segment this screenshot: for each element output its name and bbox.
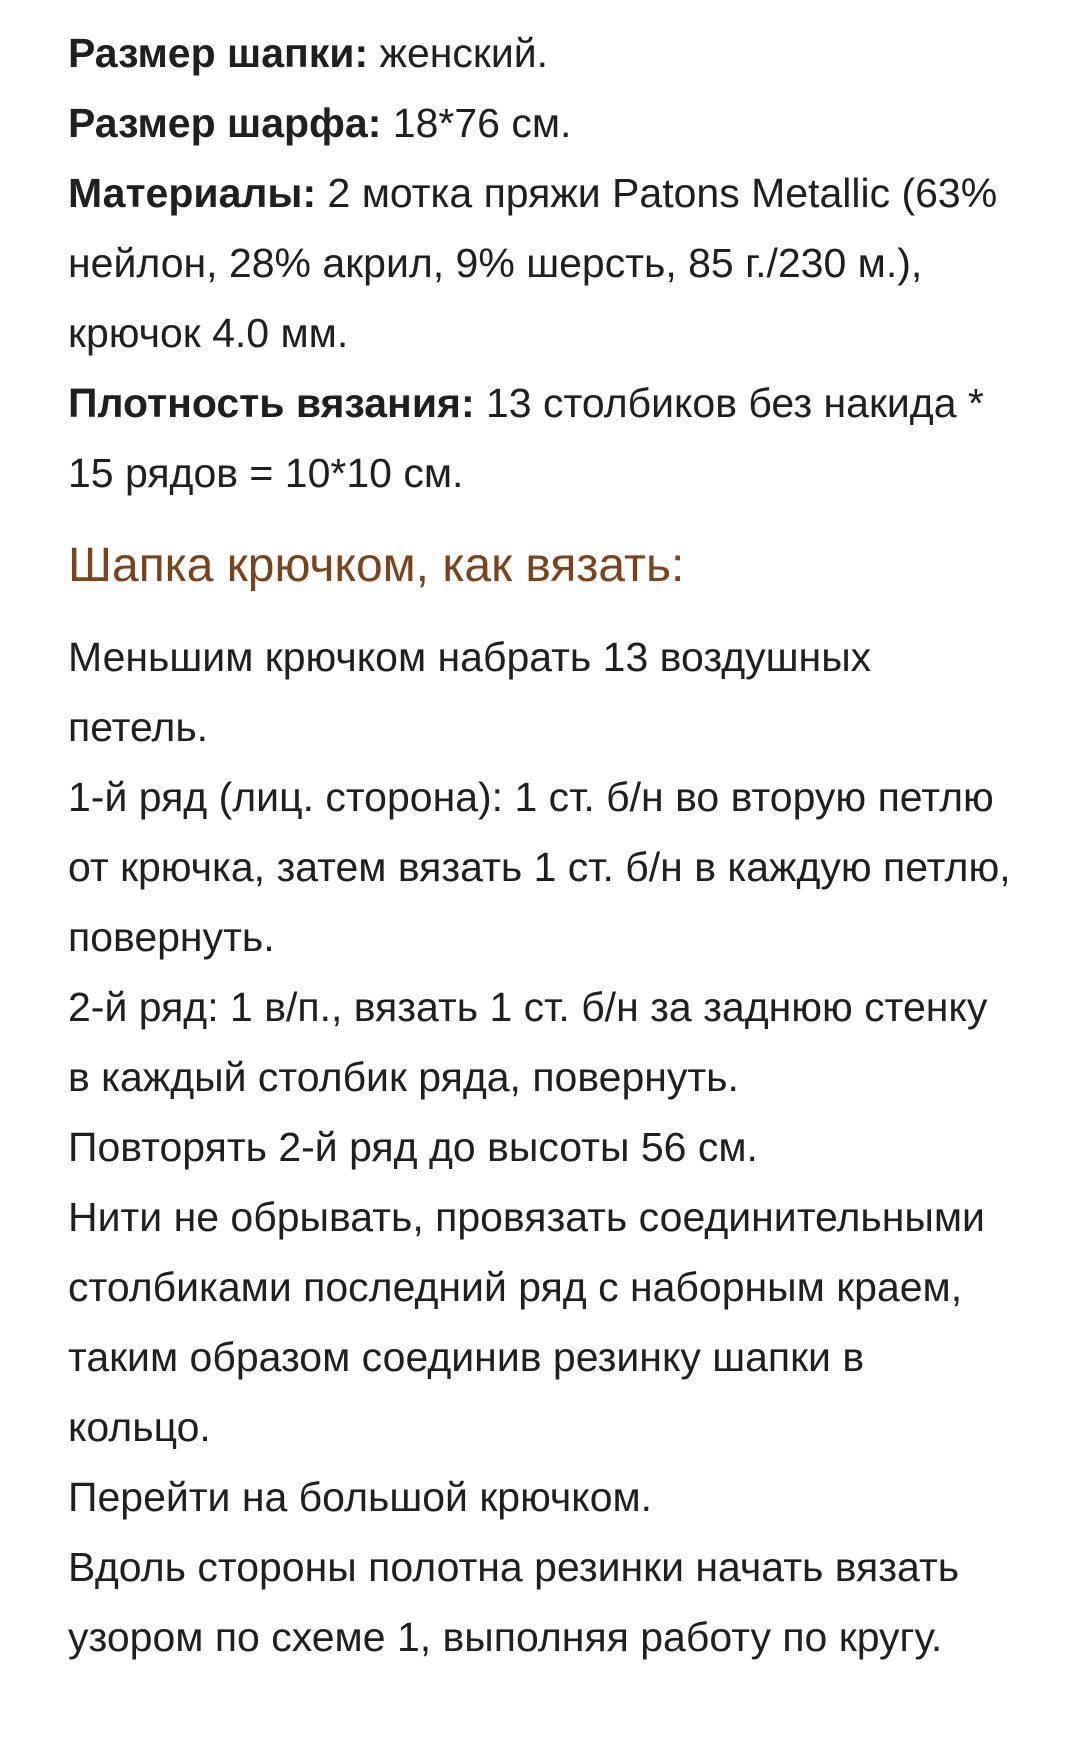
instruction-step: Нити не обрывать, провязать соединительными столбиками последний ряд с наборным краем, таким образом соединив резинку шапки в кольцо. bbox=[68, 1194, 985, 1450]
instruction-step: Меньшим крючком набрать 13 воздушных петель. bbox=[68, 634, 872, 750]
spec-hat-size bbox=[68, 18, 1012, 88]
instruction-step: Вдоль стороны полотна резинки начать вязать узором по схеме 1, выполняя работу по кругу. bbox=[68, 1544, 960, 1660]
spec-value: 2 мотка пряжи Patons Metallic (63% нейлон, 28% акрил, 9% шерсть, 85 г./230 м.), крючок 4.0 мм. bbox=[68, 170, 998, 356]
spec-label: Материалы: bbox=[68, 170, 317, 216]
spec-scarf-size bbox=[68, 88, 1012, 158]
instruction-step: Перейти на большой крючком. bbox=[68, 1474, 653, 1520]
instruction-step: 2-й ряд: 1 в/п., вязать 1 ст. б/н за заднюю стенку в каждый столбик ряда, повернуть. bbox=[68, 984, 988, 1100]
instruction-step: Повторять 2-й ряд до высоты 56 см. bbox=[68, 1124, 758, 1170]
instructions-block bbox=[68, 622, 1012, 1672]
spec-label: Размер шарфа: bbox=[68, 100, 382, 146]
spec-label: Размер шапки: bbox=[68, 30, 369, 76]
spec-value: женский. bbox=[368, 30, 549, 76]
spec-value: 13 столбиков без накида * 15 рядов = 10*10 см. bbox=[68, 380, 984, 496]
instruction-step: 1-й ряд (лиц. сторона): 1 ст. б/н во вторую петлю от крючка, затем вязать 1 ст. б/н в каждую петлю, повернуть. bbox=[68, 774, 1011, 960]
spec-value: 18*76 см. bbox=[381, 100, 572, 146]
specs-block bbox=[68, 18, 1012, 508]
spec-materials bbox=[68, 158, 1012, 368]
spec-label: Плотность вязания: bbox=[68, 380, 475, 426]
section-heading: Шапка крючком, как вязать: bbox=[68, 539, 685, 592]
spec-gauge bbox=[68, 368, 1012, 508]
